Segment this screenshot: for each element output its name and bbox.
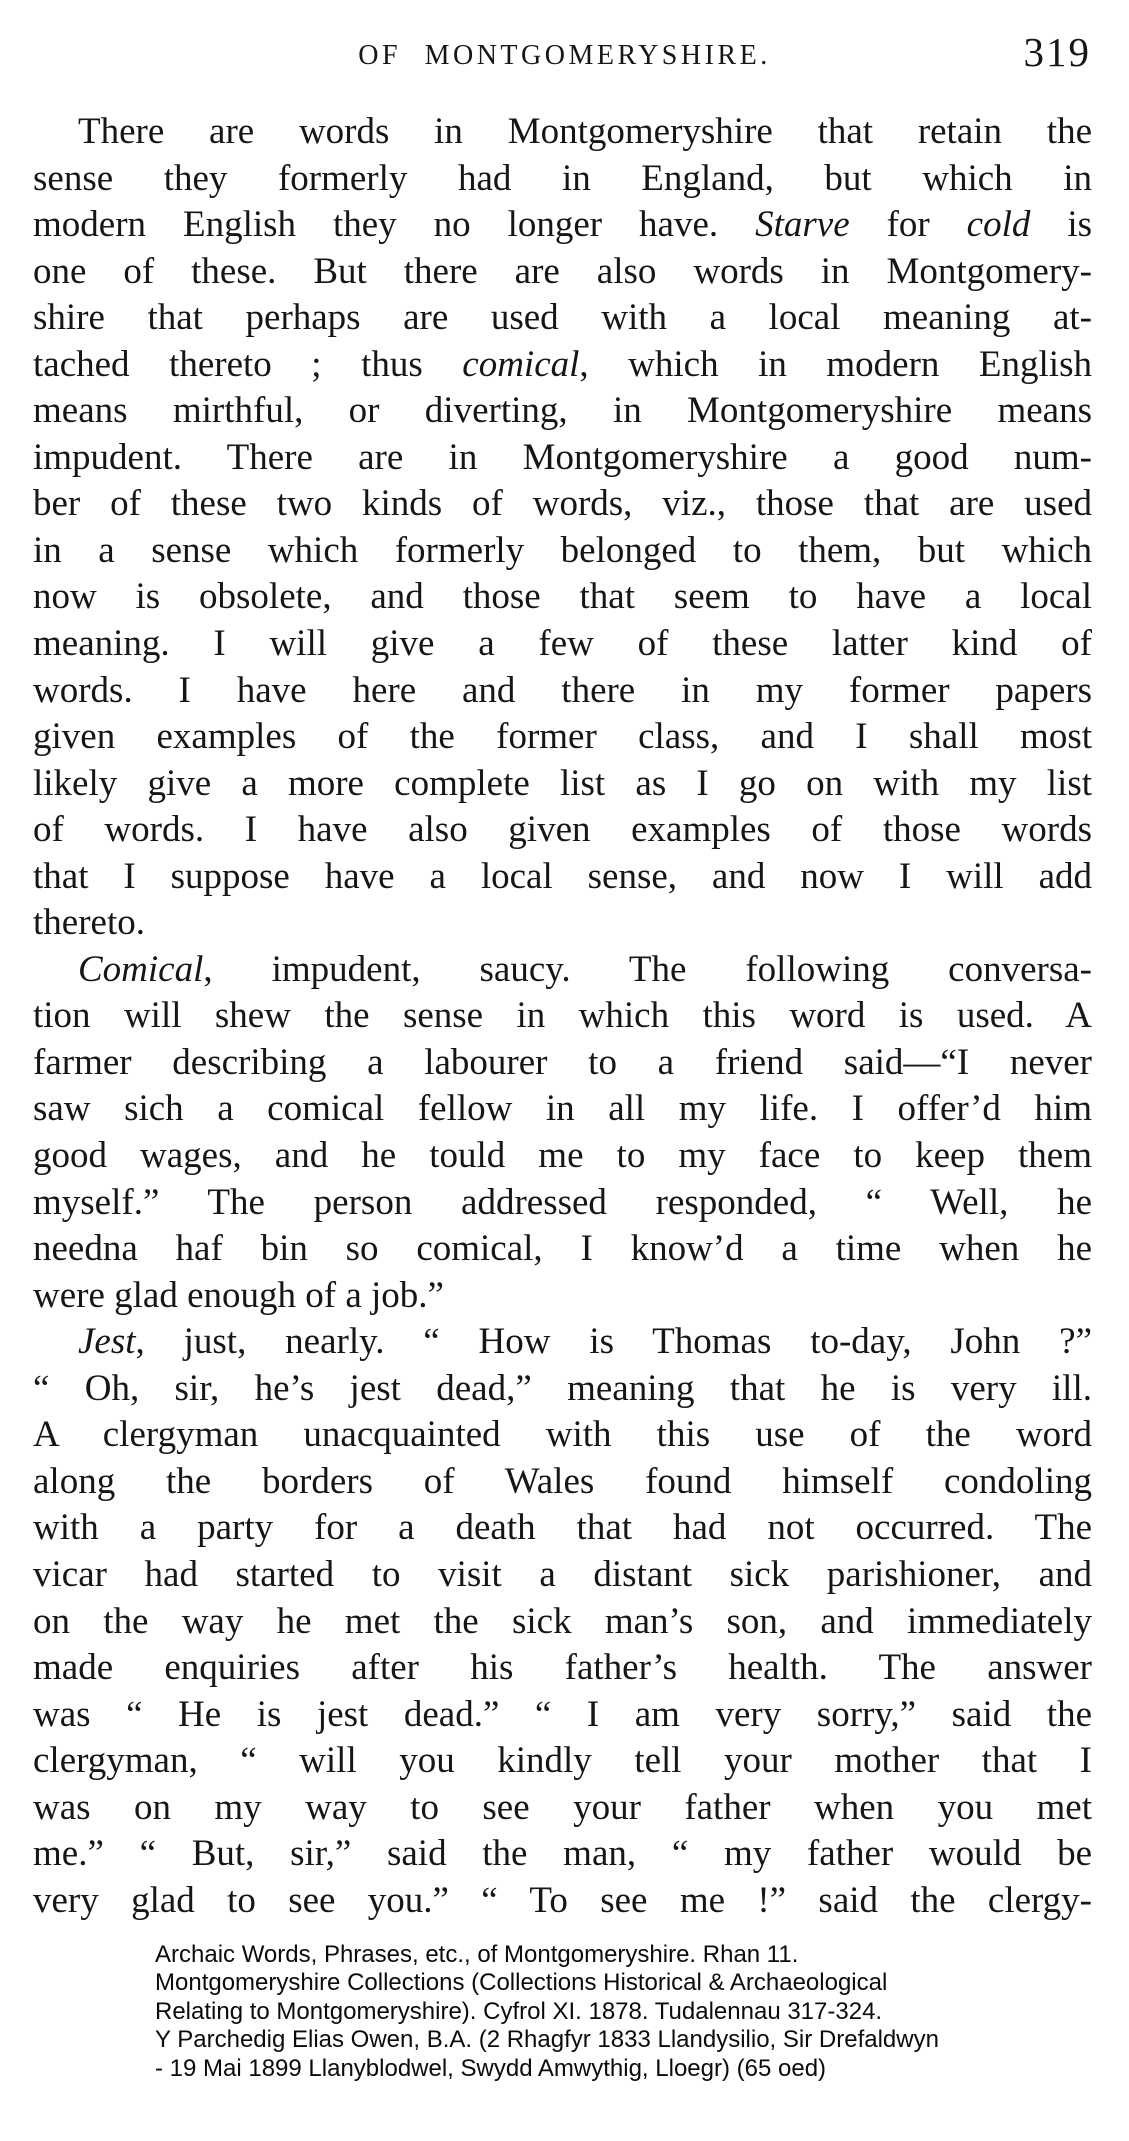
- text-segment: made enquiries after his father’s health. The answer: [33, 1647, 1092, 1689]
- page-body: [33, 109, 1092, 1924]
- text-line: [33, 249, 1092, 296]
- caption-line: Montgomeryshire Collections (Collections Historical & Archaeological: [155, 1969, 888, 1997]
- text-segment: words. I have here and there in my former papers: [33, 669, 1092, 711]
- text-line: [33, 621, 1092, 668]
- italic-text-segment: Jest: [78, 1321, 136, 1363]
- text-line: [33, 1738, 1092, 1785]
- text-line: [33, 1552, 1092, 1599]
- text-segment: meaning. I will give a few of these latter kind of: [33, 623, 1092, 665]
- text-line: [33, 1273, 1092, 1320]
- text-segment: good wages, and he tould me to my face to keep them: [33, 1135, 1092, 1177]
- text-line: [33, 1459, 1092, 1506]
- text-segment: very glad to see you.” “ To see me !” said the clergy-: [33, 1879, 1092, 1921]
- text-segment: was on my way to see your father when you met: [33, 1786, 1092, 1828]
- running-header-title: OF MONTGOMERYSHIRE.: [358, 40, 771, 71]
- text-line: [33, 1645, 1092, 1692]
- text-line: [33, 854, 1092, 901]
- text-segment: impudent. There are in Montgomeryshire a good num-: [33, 436, 1092, 478]
- page-number: 319: [1023, 29, 1091, 75]
- caption-line: - 19 Mai 1899 Llanyblodwel, Swydd Amwythig, Lloegr) (65 oed): [155, 2054, 827, 2082]
- text-line: [33, 1180, 1092, 1227]
- text-segment: , impudent, saucy. The following conversa-: [203, 948, 1092, 990]
- text-line: [33, 202, 1092, 249]
- text-line: [33, 528, 1092, 575]
- italic-text-segment: comical: [462, 343, 580, 385]
- text-segment: now is obsolete, and those that seem to have a local: [33, 576, 1092, 618]
- text-line: [33, 156, 1092, 203]
- text-segment: was “ He is jest dead.” “ I am very sorry,” said the: [33, 1693, 1092, 1735]
- text-segment: modern English they no longer have.: [33, 204, 756, 246]
- text-segment: “ Oh, sir, he’s jest dead,” meaning that he is very ill.: [33, 1367, 1092, 1409]
- caption-line: Relating to Montgomeryshire). Cyfrol XI. 1878. Tudalennau 317-324.: [155, 1997, 883, 2025]
- text-line: [33, 1831, 1092, 1878]
- text-segment: means mirthful, or diverting, in Montgomeryshire means: [33, 390, 1092, 432]
- text-line: [33, 1878, 1092, 1925]
- text-segment: tached thereto ; thus: [33, 343, 463, 385]
- text-line: [33, 1319, 1092, 1366]
- text-line: [33, 993, 1092, 1040]
- text-segment: vicar had started to visit a distant sick parishioner, and: [33, 1553, 1092, 1595]
- text-segment: myself.” The person addressed responded, “ Well, he: [33, 1181, 1092, 1223]
- text-line: [33, 295, 1092, 342]
- text-segment: farmer describing a labourer to a friend said—“I never: [33, 1041, 1092, 1083]
- text-line: [33, 1040, 1092, 1087]
- text-line: [33, 388, 1092, 435]
- text-line: [33, 1133, 1092, 1180]
- text-segment: me.” “ But, sir,” said the man, “ my father would be: [33, 1833, 1092, 1875]
- caption-line: Y Parchedig Elias Owen, B.A. (2 Rhagfyr 1833 Llandysilio, Sir Drefaldwyn: [155, 2026, 939, 2054]
- text-line: [33, 435, 1092, 482]
- text-segment: is: [1030, 204, 1092, 246]
- text-segment: tion will shew the sense in which this word is used. A: [33, 995, 1092, 1037]
- text-segment: were glad enough of a job.”: [33, 1274, 444, 1316]
- text-line: [33, 761, 1092, 808]
- text-line: [33, 342, 1092, 389]
- text-line: [33, 1599, 1092, 1646]
- citation-caption: [155, 1941, 1075, 2083]
- text-line: [33, 714, 1092, 761]
- text-line: [33, 1505, 1092, 1552]
- caption-line: Archaic Words, Phrases, etc., of Montgomeryshire. Rhan 11.: [155, 1941, 799, 1968]
- text-segment: A clergyman unacquainted with this use of the word: [33, 1414, 1092, 1456]
- text-line: [33, 668, 1092, 715]
- text-segment: given examples of the former class, and I shall most: [33, 716, 1092, 758]
- text-segment: , just, nearly. “ How is Thomas to-day, John ?”: [135, 1321, 1092, 1363]
- text-line: [33, 481, 1092, 528]
- text-segment: on the way he met the sick man’s son, and immediately: [33, 1600, 1092, 1642]
- text-segment: thereto.: [33, 902, 145, 944]
- text-line: [33, 574, 1092, 621]
- text-segment: in a sense which formerly belonged to them, but which: [33, 529, 1092, 571]
- text-line: [33, 1412, 1092, 1459]
- italic-text-segment: Starve: [755, 204, 850, 246]
- text-line: [33, 900, 1092, 947]
- text-segment: likely give a more complete list as I go on with my list: [33, 762, 1092, 804]
- text-segment: for: [849, 204, 967, 246]
- text-segment: along the borders of Wales found himself condoling: [33, 1460, 1092, 1502]
- text-segment: saw sich a comical fellow in all my life. I offer’d him: [33, 1088, 1092, 1130]
- text-line: [33, 1366, 1092, 1413]
- text-segment: needna haf bin so comical, I know’d a time when he: [33, 1228, 1092, 1270]
- text-segment: that I suppose have a local sense, and now I will add: [33, 855, 1092, 897]
- text-line: [33, 1692, 1092, 1739]
- text-segment: There are words in Montgomeryshire that retain the: [78, 111, 1092, 152]
- italic-text-segment: cold: [966, 204, 1031, 246]
- text-line: [33, 109, 1092, 156]
- text-line: [33, 807, 1092, 854]
- text-segment: clergyman, “ will you kindly tell your mother that I: [33, 1740, 1092, 1782]
- text-segment: of words. I have also given examples of those words: [33, 809, 1092, 851]
- text-line: [33, 947, 1092, 994]
- text-line: [33, 1785, 1092, 1832]
- text-segment: , which in modern English: [579, 343, 1092, 385]
- text-segment: one of these. But there are also words in Montgomery-: [33, 250, 1092, 292]
- text-segment: sense they formerly had in England, but which in: [33, 157, 1092, 199]
- italic-text-segment: Comical: [78, 948, 204, 990]
- text-line: [33, 1086, 1092, 1133]
- text-segment: with a party for a death that had not occurred. The: [33, 1507, 1092, 1549]
- text-segment: ber of these two kinds of words, viz., those that are used: [33, 483, 1092, 525]
- text-line: [33, 1226, 1092, 1273]
- text-segment: shire that perhaps are used with a local meaning at-: [33, 297, 1092, 339]
